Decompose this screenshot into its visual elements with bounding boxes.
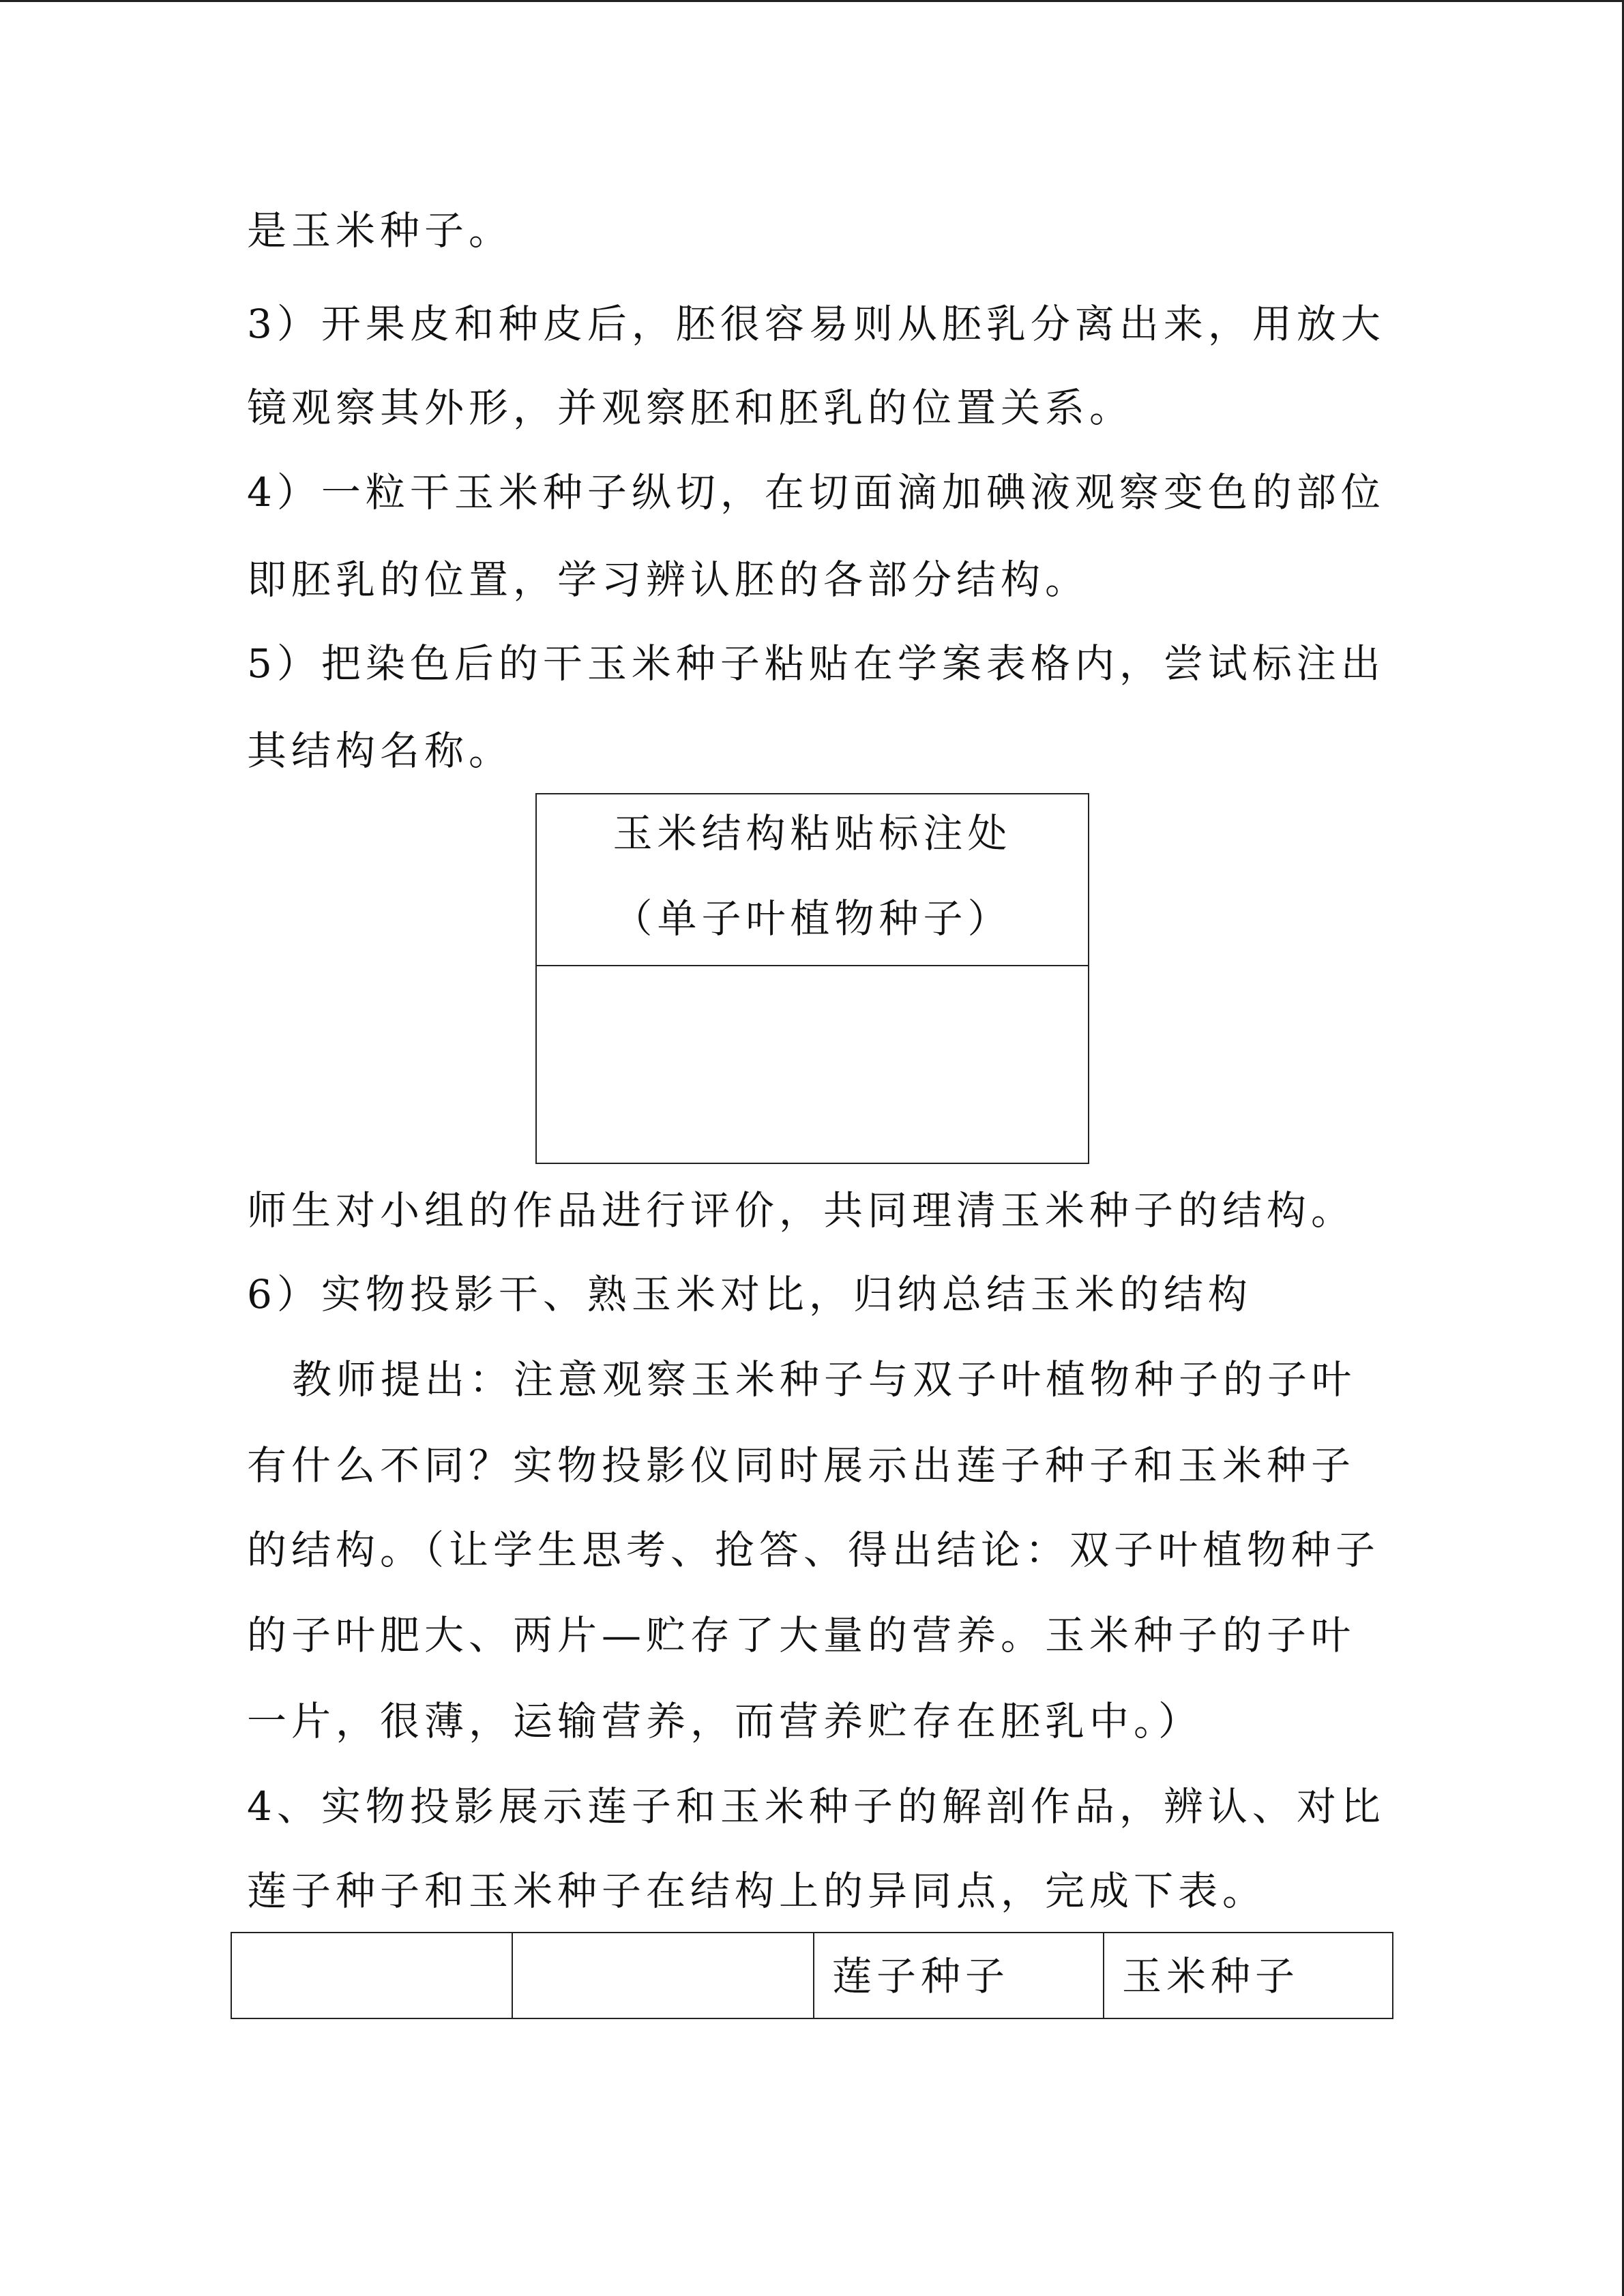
table-header-corn-seed: 玉米种子 bbox=[1122, 1953, 1300, 1999]
paragraph-line: 莲子种子和玉米种子在结构上的异同点，完成下表。 bbox=[247, 1868, 1267, 1914]
paragraph-line: 5）把染色后的干玉米种子粘贴在学案表格内，尝试标注出 bbox=[247, 640, 1385, 687]
corn-structure-paste-box bbox=[535, 793, 1089, 1164]
paragraph-line: 的子叶肥大、两片—贮存了大量的营养。玉米种子的子叶 bbox=[247, 1612, 1356, 1658]
paragraph-line: 6）实物投影干、熟玉米对比，归纳总结玉米的结构 bbox=[247, 1271, 1252, 1317]
paragraph-line: 4）一粒干玉米种子纵切，在切面滴加碘液观察变色的部位 bbox=[247, 469, 1385, 516]
paste-box-header bbox=[537, 794, 1088, 966]
paragraph-line: 3）开果皮和种皮后，胚很容易则从胚乳分离出来，用放大 bbox=[247, 301, 1385, 347]
paragraph-line: 师生对小组的作品进行评价，共同理清玉米种子的结构。 bbox=[247, 1187, 1356, 1234]
paragraph-line: 是玉米种子。 bbox=[247, 207, 514, 254]
paste-box-title: 玉米结构粘贴标注处 bbox=[612, 810, 1012, 856]
seed-comparison-table bbox=[231, 1932, 1393, 2019]
table-header-cell bbox=[513, 1933, 814, 2018]
paragraph-line: 4、实物投影展示莲子和玉米种子的解剖作品，辨认、对比 bbox=[247, 1783, 1385, 1830]
paragraph-line: 的结构。（让学生思考、抢答、得出结论：双子叶植物种子 bbox=[247, 1527, 1381, 1573]
paragraph-line: 即胚乳的位置，学习辨认胚的各部分结构。 bbox=[247, 556, 1090, 603]
paragraph-line: 教师提出：注意观察玉米种子与双子叶植物种子的子叶 bbox=[292, 1356, 1357, 1403]
paragraph-line: 有什么不同？实物投影仪同时展示出莲子种子和玉米种子 bbox=[247, 1442, 1356, 1489]
table-header-lotus-seed: 莲子种子 bbox=[814, 1933, 1104, 2018]
paragraph-line: 镜观察其外形，并观察胚和胚乳的位置关系。 bbox=[247, 385, 1134, 431]
paragraph-line: 其结构名称。 bbox=[247, 728, 514, 774]
paste-box-subtitle: （单子叶植物种子） bbox=[612, 895, 1012, 942]
page-top-border bbox=[0, 0, 1624, 2]
table-header-cell bbox=[232, 1933, 513, 2018]
paragraph-line: 一片，很薄，运输营养，而营养贮存在胚乳中。） bbox=[247, 1698, 1203, 1744]
